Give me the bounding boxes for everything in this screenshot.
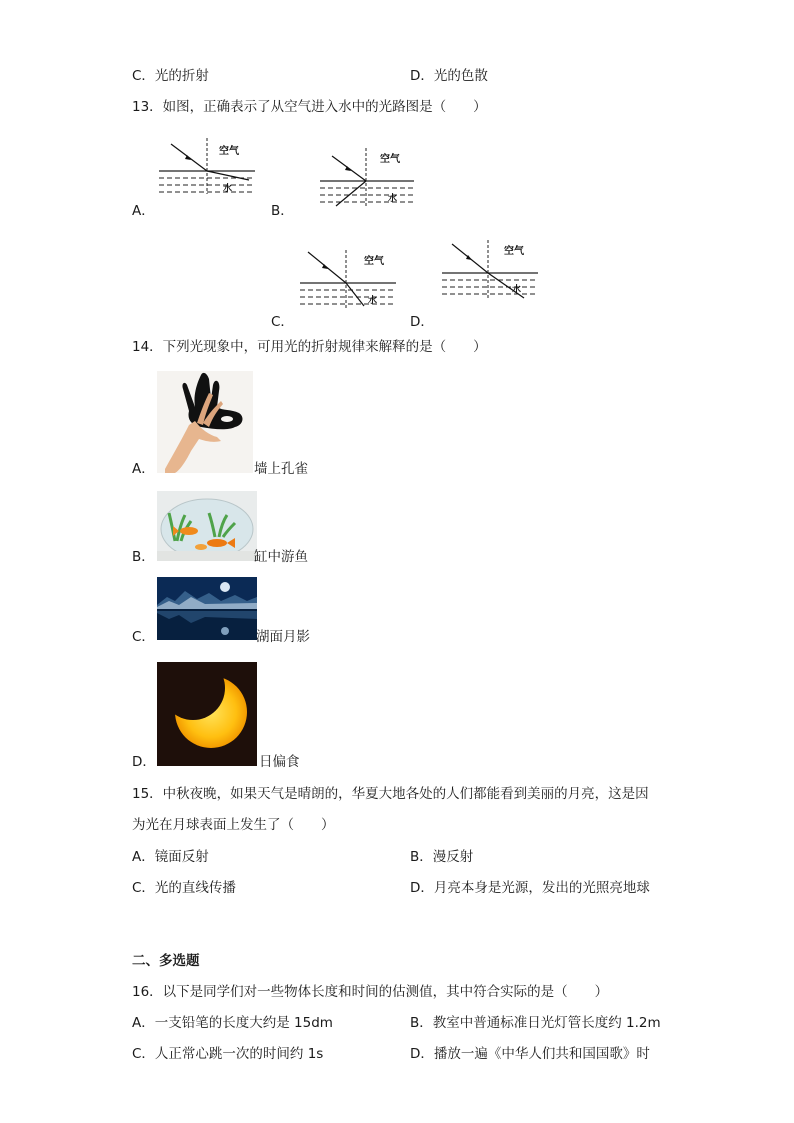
solar-eclipse-image: [157, 662, 257, 766]
q13-option-b: B．: [271, 203, 294, 219]
q16-option-a: A．一支铅笔的长度大约是 15dm: [132, 1015, 333, 1031]
water-label: 水: [512, 285, 522, 295]
q13-diagram-d: [440, 238, 542, 300]
air-label: 空气: [380, 154, 400, 165]
air-label: 空气: [219, 146, 239, 157]
q13-option-a: A．: [132, 203, 155, 219]
q14-option-a-letter: A．: [132, 461, 155, 477]
q16-stem: 16．以下是同学们对一些物体长度和时间的估测值，其中符合实际的是（ ）: [132, 984, 609, 1000]
q16-option-d: D．播放一遍《中华人们共和国国歌》时: [410, 1046, 650, 1062]
hand-shadow-image: [157, 371, 253, 473]
air-label: 空气: [504, 246, 524, 257]
air-label: 空气: [364, 256, 384, 267]
q13-option-d: D．: [410, 314, 434, 330]
fishbowl-image: [157, 491, 257, 561]
q15-stem-line1: 15．中秋夜晚，如果天气是晴朗的，华夏大地各处的人们都能看到美丽的月亮，这是因: [132, 786, 649, 802]
q14-option-c-letter: C．: [132, 629, 155, 645]
lake-moon-image: [157, 577, 257, 640]
q13-option-c: C．: [271, 314, 294, 330]
q13-diagram-b: [318, 146, 416, 208]
q14-stem: 14．下列光现象中，可用光的折射规律来解释的是（ ）: [132, 339, 487, 355]
q14-option-b-letter: B．: [132, 549, 155, 565]
q13-diagram-c: [298, 248, 398, 310]
q14-option-d-text: 日偏食: [259, 754, 300, 770]
q13-diagram-a: [157, 136, 257, 198]
water-label: 水: [368, 296, 378, 306]
q14-option-a-text: 墙上孔雀: [254, 461, 308, 477]
q15-option-d: D．月亮本身是光源，发出的光照亮地球: [410, 880, 650, 896]
q12-option-d: D．光的色散: [410, 68, 488, 84]
q14-option-c-text: 湖面月影: [256, 629, 310, 645]
water-label: 水: [223, 184, 233, 194]
q14-option-d-letter: D．: [132, 754, 156, 770]
q16-option-b: B．教室中普通标准日光灯管长度约 1.2m: [410, 1015, 661, 1031]
q14-option-b-text: 缸中游鱼: [254, 549, 308, 565]
q15-option-b: B．漫反射: [410, 849, 474, 865]
q16-option-c: C．人正常心跳一次的时间约 1s: [132, 1046, 324, 1062]
water-label: 水: [388, 194, 398, 204]
q15-option-a: A．镜面反射: [132, 849, 209, 865]
q13-stem: 13．如图，正确表示了从空气进入水中的光路图是（ ）: [132, 99, 487, 115]
q15-option-c: C．光的直线传播: [132, 880, 236, 896]
q12-option-c: C．光的折射: [132, 68, 209, 84]
section-title: 二、多选题: [132, 953, 200, 969]
q15-stem-line2: 为光在月球表面上发生了（ ）: [132, 817, 335, 833]
